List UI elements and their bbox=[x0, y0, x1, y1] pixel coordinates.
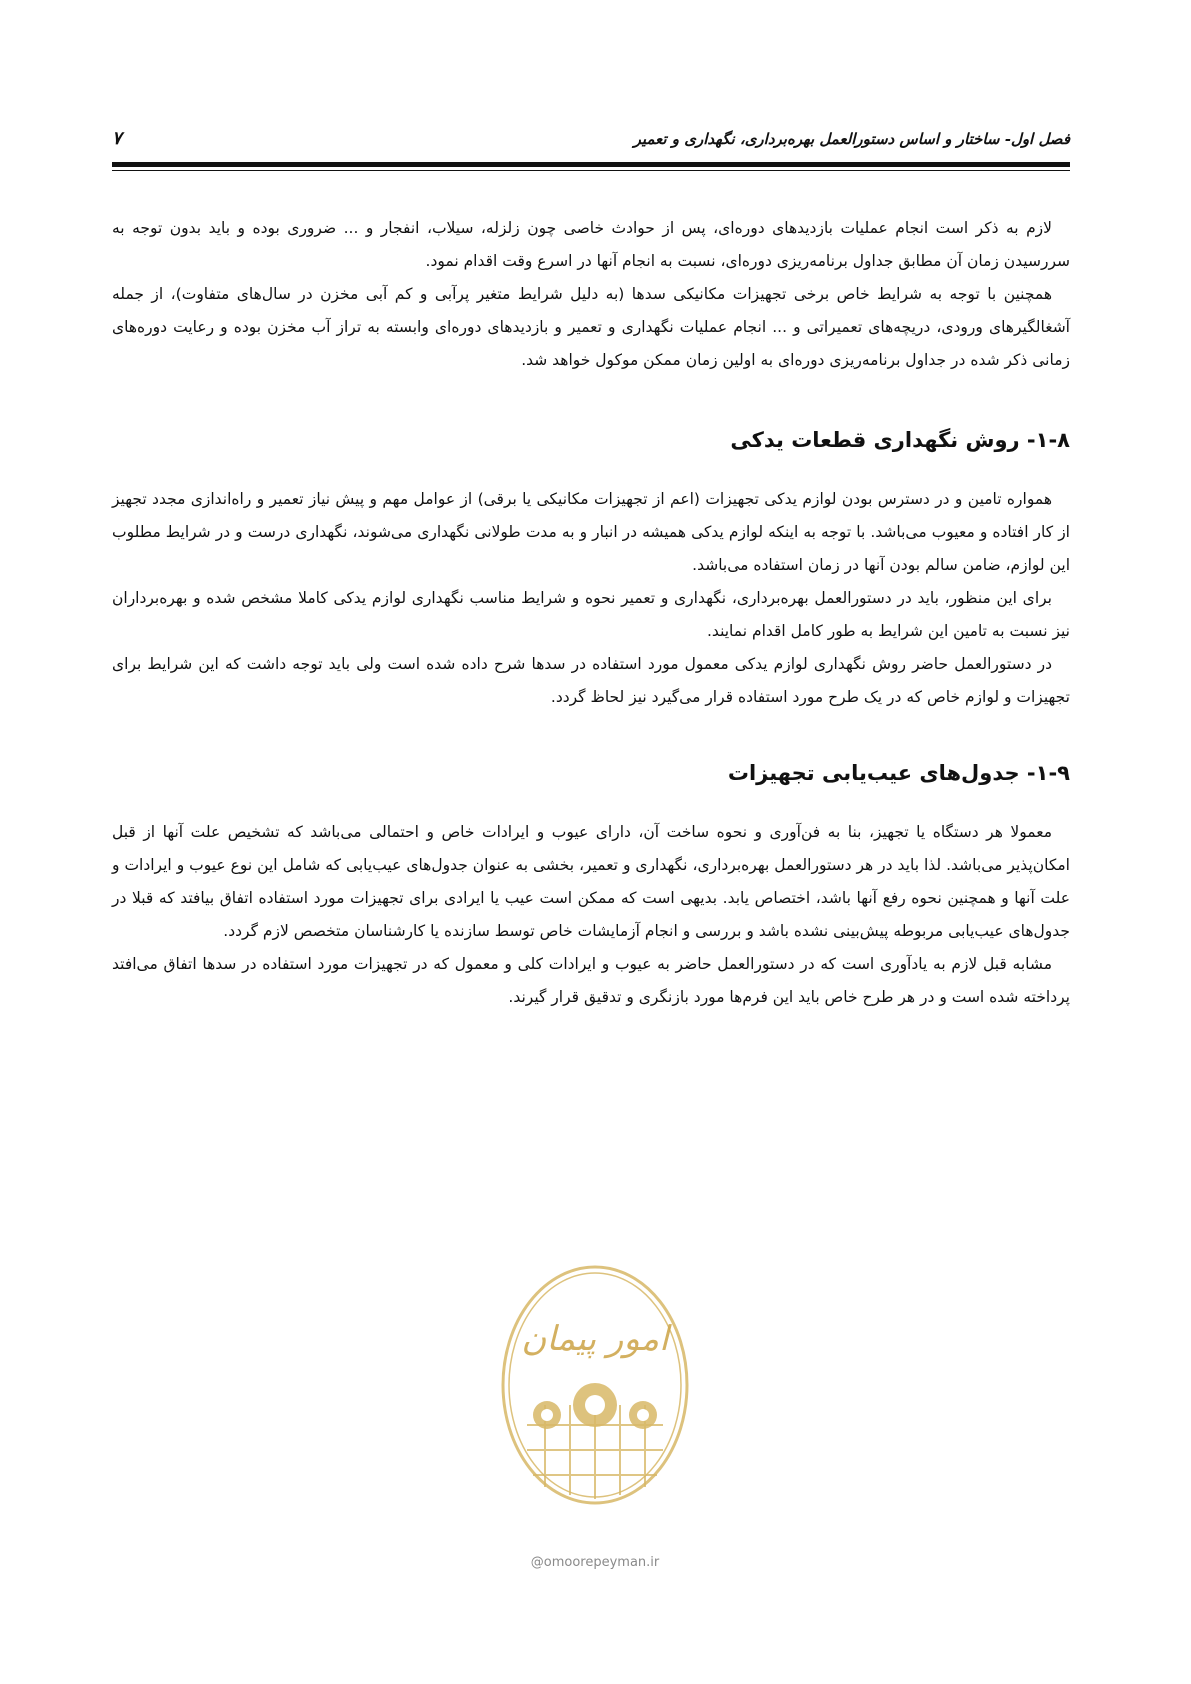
section-heading-spare-parts: ۱-۸- روش نگهداری قطعات یدکی bbox=[730, 428, 1070, 452]
section-paragraph: مشابه قبل لازم به یادآوری است که در دستورالعمل حاضر به عیوب و ایرادات کلی و معمول که در تجهیزات مورد استفاده در سدها اتفاق می‌افتد پرداخته شده است و در هر طرح خاص باید این فرم‌ها مورد بازنگری و تدقیق قرار گیرند. bbox=[112, 955, 1070, 1006]
header-rule-thick bbox=[112, 162, 1070, 167]
page-header bbox=[112, 126, 1070, 166]
page-body bbox=[112, 212, 1070, 1014]
intro-paragraph: همچنین با توجه به شرایط خاص برخی تجهیزات مکانیکی سدها (به دلیل شرایط متغیر پرآبی و کم آبی مخزن در سال‌های متفاوت)، از جمله آشغالگیرهای ورودی، دریچه‌های تعمیراتی و ... انجام عملیات نگهداری و تعمیر و بازدیدهای دوره‌ای وابسته به تراز آب مخزن بوده و رعایت دوره‌های زمانی ذکر شده در جداول برنامه‌ریزی دوره‌ای به اولین زمان ممکن موکول خواهد شد. bbox=[112, 285, 1070, 369]
section-paragraph: برای این منظور، باید در دستورالعمل بهره‌برداری، نگهداری و تعمیر نحوه و شرایط مناسب نگهداری لوازم یدکی کاملا مشخص شده و بهره‌برداران نیز نسبت به تامین این شرایط به طور کامل اقدام نمایند. bbox=[112, 589, 1070, 640]
section-paragraph: معمولا هر دستگاه یا تجهیز، بنا به فن‌آوری و نحوه ساخت آن، دارای عیوب و ایرادات خاص و احتمالی می‌باشد که تشخیص علت آنها از قبل امکان‌پذیر می‌باشد. لذا باید در هر دستورالعمل بهره‌برداری، نگهداری و تعمیر، بخشی به عنوان جدول‌های عیب‌یابی که شامل این نوع عیوب و ایرادات و علت آنها و همچنین نحوه رفع آنها باشد، اختصاص یابد. بدیهی است که ممکن است عیب یا ایرادی برای تجهیزات مورد استفاده اتفاق بیافتد که قبلا در جدول‌های عیب‌یابی مربوطه پیش‌بینی نشده باشد و بررسی و انجام آزمایشات خاص توسط سازنده یا کارشناسان متخصص لازم گردد. bbox=[112, 823, 1070, 940]
page-number: ۷ bbox=[112, 128, 122, 149]
logo-wordmark: امور پیمان bbox=[521, 1319, 669, 1359]
seal-icon bbox=[475, 1255, 715, 1545]
section-paragraph: همواره تامین و در دسترس بودن لوازم یدکی تجهیزات (اعم از تجهیزات مکانیکی یا برقی) از عوامل مهم و پیش نیاز تعمیر و راه‌اندازی مجدد تجهیز از کار افتاده و معیوب می‌باشد. با توجه به اینکه لوازم یدکی همیشه در انبار و به مدت طولانی نگهداری می‌شوند، نگهداری درست و در شرایط مطلوب این لوازم، ضامن سالم بودن آنها در زمان استفاده می‌باشد. bbox=[112, 490, 1070, 574]
watermark-logo bbox=[475, 1255, 715, 1575]
intro-paragraph: لازم به ذکر است انجام عملیات بازدیدهای دوره‌ای، پس از حوادث خاصی چون زلزله، سیلاب، انفجار و ... ضروری بوده و باید بدون توجه به سررسیدن زمان آن مطابق جداول برنامه‌ریزی دوره‌ای، نسبت به انجام آنها در اسرع وقت اقدام نمود. bbox=[112, 219, 1070, 270]
header-rule-thin bbox=[112, 170, 1070, 171]
section-paragraph: در دستورالعمل حاضر روش نگهداری لوازم یدکی معمول مورد استفاده در سدها شرح داده شده است ولی باید توجه داشت که این شرایط برای تجهیزات و لوازم خاص که در یک طرح مورد استفاده قرار می‌گیرد نیز لحاظ گردد. bbox=[112, 655, 1070, 706]
watermark-url: @omoorepeyman.ir bbox=[530, 1555, 660, 1570]
section-heading-troubleshooting: ۱-۹- جدول‌های عیب‌یابی تجهیزات bbox=[727, 761, 1070, 785]
chapter-title: فصل اول- ساختار و اساس دستورالعمل بهره‌برداری، نگهداری و تعمیر bbox=[633, 130, 1070, 148]
